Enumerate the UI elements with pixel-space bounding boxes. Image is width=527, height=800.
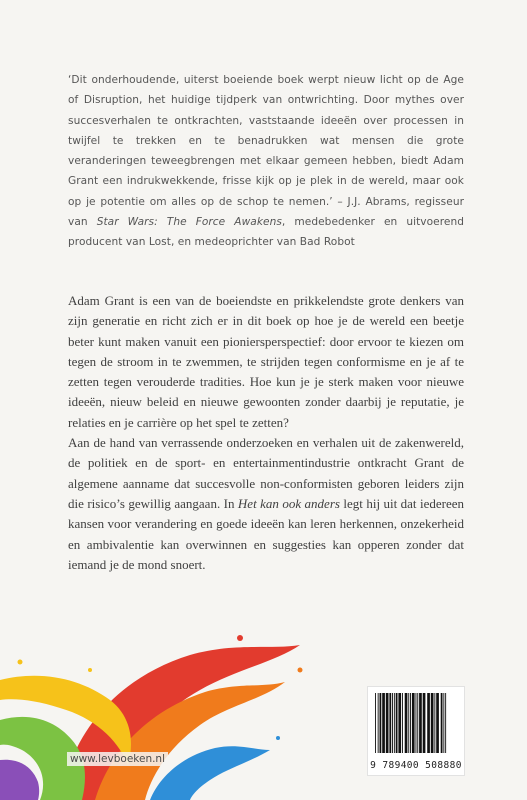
description-text-end: legt hij uit dat iedereen kansen voor verandering en goede ideeën kan leren herkennen, onzekerheid en ambivalentie kan overwinnen en suggesties kan opperen zonder dat iemand je de mond snoert. [68, 495, 465, 572]
description-paragraph-1: Adam Grant is een van de boeiendste en prikkelendste grote denkers van zijn generatie en richt zich er in dit boek op hoe je de wereld een beetje beter kunt maken vanuit een pioniersperspectief: door ervoor te kiezen om tegen de stroom in te zwemmen, te strijden tegen conformisme en je af te zetten tegen verouderde tradities. Hoe kun je je sterk maken voor nieuwe ideeën, nieuw beleid en nieuwe gewoonten zonder daarbij je reputatie, je relaties en je carrière op het spel te zetten? [68, 293, 464, 430]
barcode-bar [375, 693, 376, 753]
barcode-bar [445, 693, 446, 753]
barcode-bar [382, 693, 385, 753]
splash-droplet [88, 668, 92, 672]
barcode-bar [389, 693, 391, 753]
book-title: Het kan ook anders [237, 495, 340, 511]
barcode-bar [410, 693, 411, 753]
quote-movie-title: Star Wars: The Force Awakens [96, 216, 282, 229]
book-description [68, 291, 464, 575]
barcode-bar [394, 693, 395, 753]
description-text-start: Aan de hand van verrassende onderzoeken en verhalen uit de zakenwereld, de politiek en de sport- en entertainmentindustrie ontkracht Grant de algemene aanname dat succesvolle non-conformisten geboren leiders zijn die risico’s gewillig aangaan. In [68, 435, 464, 511]
splash-droplet [276, 736, 280, 740]
quote-text-start: ‘Dit onderhoudende, uiterst boeiende boek werpt nieuw licht op de Age of Disruption, het huidige tijdperk van ontwrichting. Door mythes over succesverhalen te ontkrachten, vaststaande ideeën over processen in twijfel te trekken en te benadrukken wat mensen die grote veranderingen teweegbrengen met elkaar gemeen hebben, biedt Adam Grant een indrukwekkende, frisse kijk op je plek in de wereld, maar ook op je potentie om alles op de schop te nemen.’ – J.J. Abrams, regisseur van [68, 74, 464, 229]
splash-droplet [298, 668, 303, 673]
barcode-bar [398, 693, 401, 753]
barcode-bar [431, 693, 434, 753]
barcode-bar [396, 693, 398, 753]
paint-splash-graphic [0, 600, 330, 800]
quote-text-end: , medebedenker en uitvoerend producent van Lost, en medeoprichter van Bad Robot [68, 216, 464, 249]
barcode-bar [408, 693, 409, 753]
barcode-bars [374, 693, 458, 753]
barcode-bar [423, 693, 426, 753]
barcode-bar [441, 693, 443, 753]
endorsement-quote [68, 70, 464, 253]
barcode-bar [412, 693, 415, 753]
barcode-bar [434, 693, 435, 753]
barcode-bar [378, 693, 379, 753]
barcode-bar [386, 693, 389, 753]
barcode-bar [392, 693, 393, 753]
isbn-barcode [367, 686, 465, 776]
splash-droplet [237, 635, 243, 641]
barcode-bar [405, 693, 408, 753]
barcode-bar [443, 693, 444, 753]
barcode-bar [419, 693, 422, 753]
barcode-bar [417, 693, 418, 753]
splash-droplet [18, 660, 23, 665]
isbn-number: 9 789400 508880 [370, 760, 462, 771]
barcode-bar [402, 693, 403, 753]
barcode-bar [427, 693, 430, 753]
description-paragraph-2 [68, 433, 464, 575]
splash-purple [0, 760, 39, 800]
barcode-bar [416, 693, 417, 753]
barcode-bar [380, 693, 382, 753]
barcode-bar [436, 693, 439, 753]
publisher-website: www.levboeken.nl [67, 752, 168, 766]
